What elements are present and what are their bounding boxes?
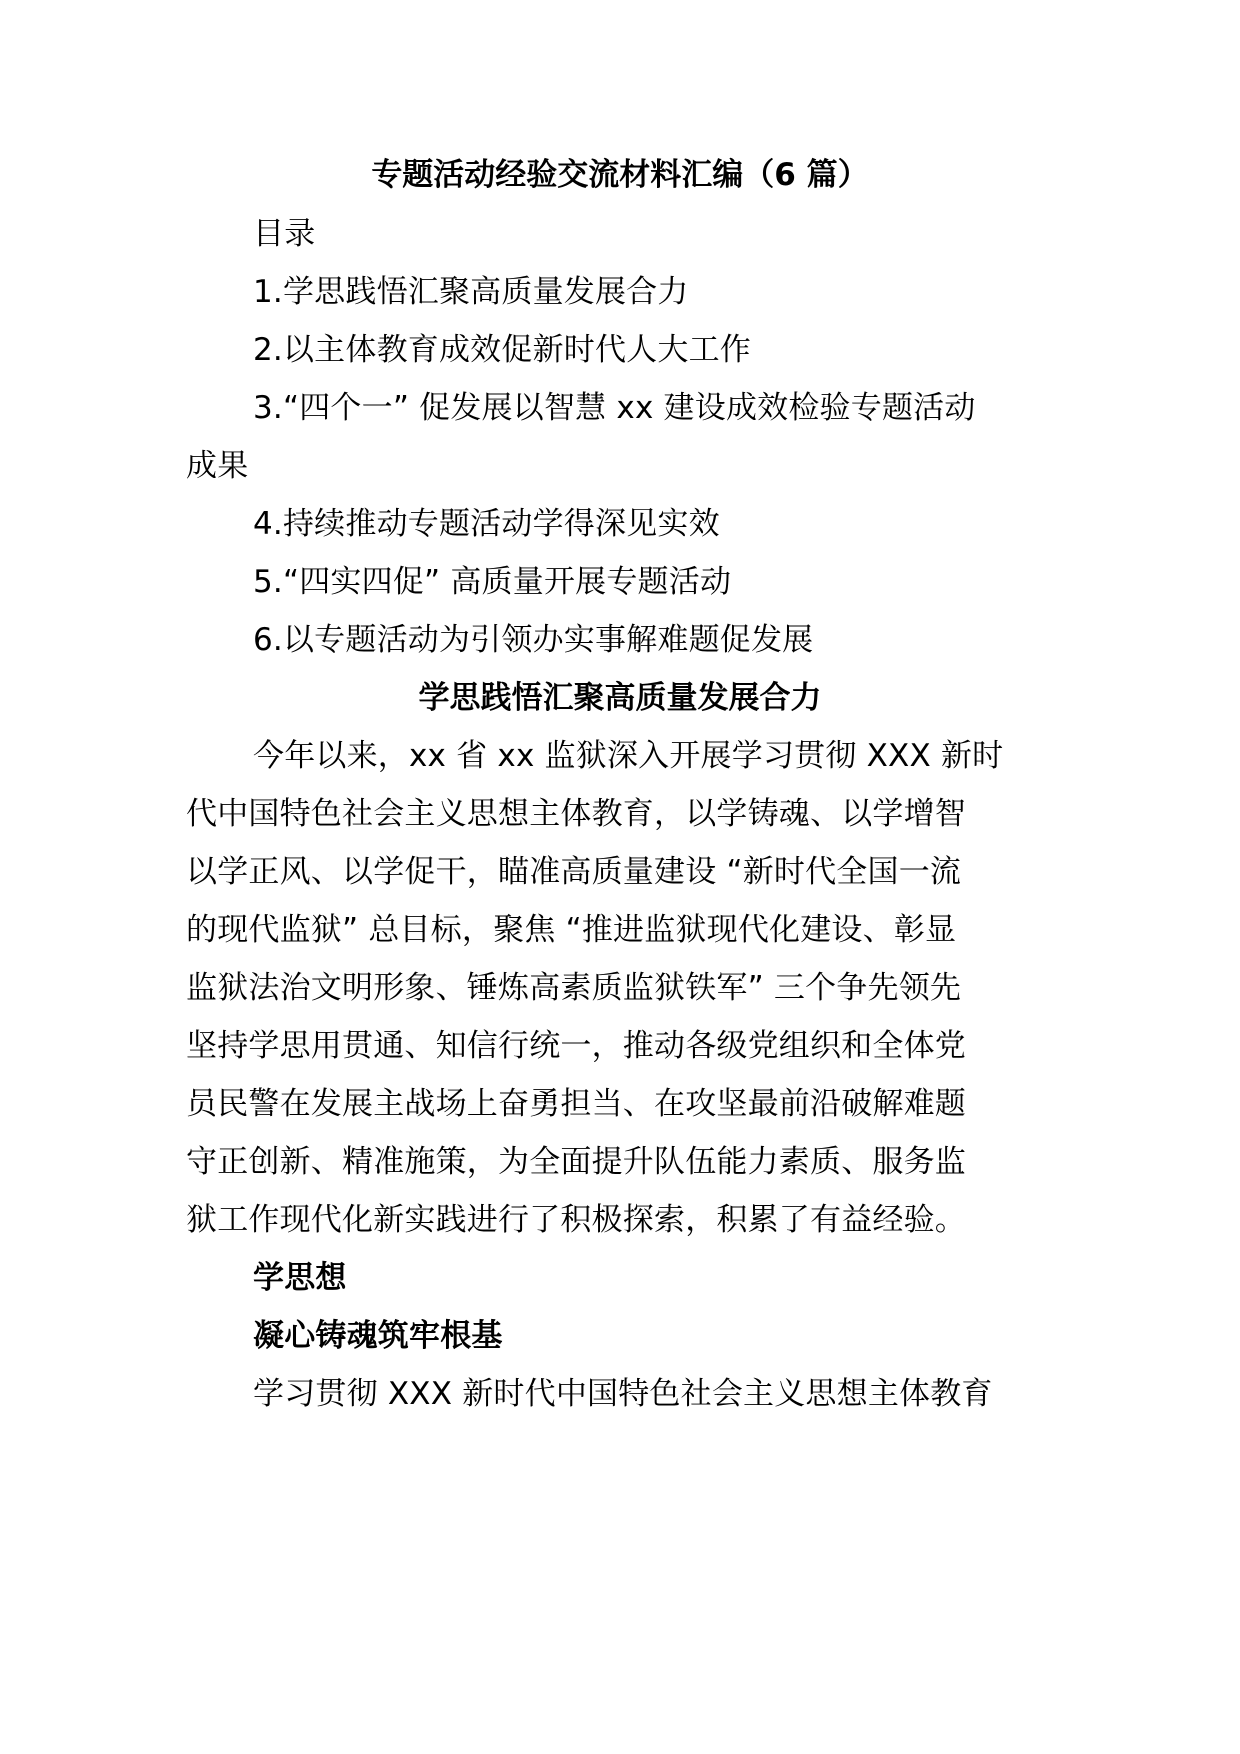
paragraph-line: 坚持学思用贯通、知信行统一，推动各级党组织和全体党 bbox=[186, 1028, 966, 1064]
toc-item-2: 2.以主体教育成效促新时代人大工作 bbox=[253, 332, 751, 368]
paragraph-line: 员民警在发展主战场上奋勇担当、在攻坚最前沿破解难题 bbox=[186, 1086, 966, 1122]
document-title: 专题活动经验交流材料汇编（6 篇） bbox=[371, 157, 869, 193]
toc-item-6: 6.以专题活动为引领办实事解难题促发展 bbox=[253, 622, 814, 658]
section-subheading: 凝心铸魂筑牢根基 bbox=[253, 1318, 503, 1354]
paragraph-line: 代中国特色社会主义思想主体教育，以学铸魂、以学增智 bbox=[186, 796, 966, 832]
paragraph-line: 今年以来，xx 省 xx 监狱深入开展学习贯彻 XXX 新时 bbox=[253, 738, 1004, 774]
toc-item-3-continued: 成果 bbox=[186, 448, 249, 484]
paragraph-line: 以学正风、以学促干，瞄准高质量建设 “新时代全国一流 bbox=[186, 854, 962, 890]
toc-item-5: 5.“四实四促” 高质量开展专题活动 bbox=[253, 564, 732, 600]
paragraph-line: 守正创新、精准施策，为全面提升队伍能力素质、服务监 bbox=[186, 1144, 966, 1180]
paragraph-line: 监狱法治文明形象、锤炼高素质监狱铁军” 三个争先领先 bbox=[186, 970, 962, 1006]
toc-item-4: 4.持续推动专题活动学得深见实效 bbox=[253, 506, 720, 542]
toc-heading: 目录 bbox=[253, 216, 316, 252]
paragraph-line: 学习贯彻 XXX 新时代中国特色社会主义思想主体教育 bbox=[253, 1376, 993, 1412]
article-title: 学思践悟汇聚高质量发展合力 bbox=[418, 680, 822, 716]
paragraph-line: 的现代监狱” 总目标，聚焦 “推进监狱现代化建设、彰显 bbox=[186, 912, 957, 948]
section-heading: 学思想 bbox=[253, 1260, 347, 1296]
toc-item-1: 1.学思践悟汇聚高质量发展合力 bbox=[253, 274, 689, 310]
paragraph-line: 狱工作现代化新实践进行了积极探索，积累了有益经验。 bbox=[186, 1202, 966, 1238]
toc-item-3: 3.“四个一” 促发展以智慧 xx 建设成效检验专题活动 bbox=[253, 390, 976, 426]
